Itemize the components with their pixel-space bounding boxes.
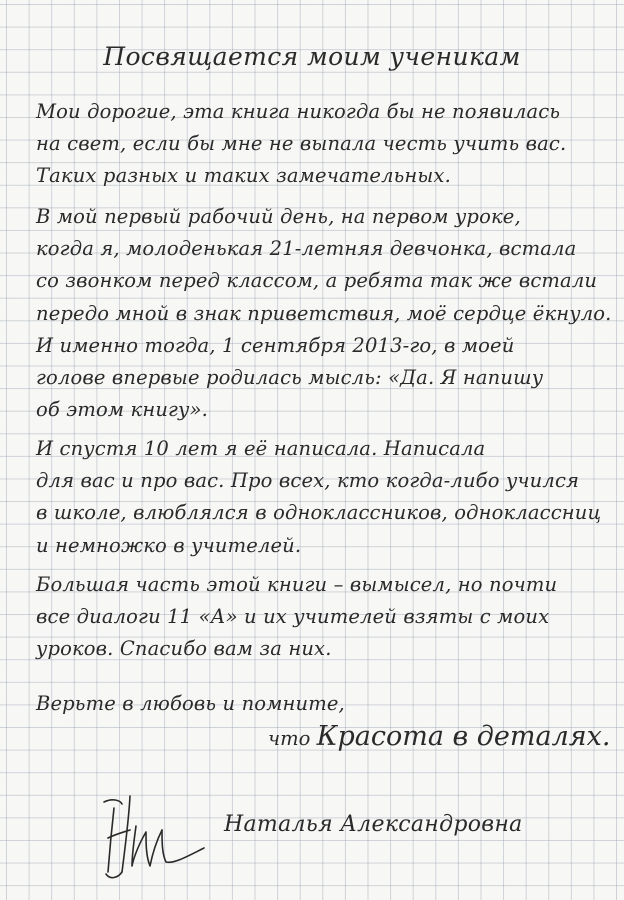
handwritten-signature: [96, 786, 216, 886]
paragraph-1: [36, 96, 596, 193]
paragraph-2: [36, 201, 612, 426]
text-line: все диалоги 11 «А» и их учителей взяты с моих: [36, 605, 550, 629]
text-line: в школе, влюблялся в одноклассников, одноклассниц: [36, 501, 602, 525]
text-line: Большая часть этой книги – вымысел, но почти: [36, 573, 558, 596]
text-line: об этом книгу».: [36, 398, 208, 422]
dedication-title: Посвящается моим ученикам: [103, 42, 521, 71]
author-name: Наталья Александровна: [224, 812, 523, 837]
text-line: со звонком перед классом, а ребята так же встали: [36, 269, 598, 293]
paragraph-4: [36, 569, 596, 666]
text-line: и немножко в учителей.: [36, 533, 302, 557]
text-line: Верьте в любовь и помните,: [36, 692, 345, 715]
text-line: для вас и про вас. Про всех, кто когда-либо учился: [36, 469, 580, 493]
text-line: когда я, молоденькая 21-летняя девчонка, встала: [36, 237, 577, 261]
text-line: И именно тогда, 1 сентября 2013-го, в моей: [36, 333, 515, 357]
text-line: уроков. Спасибо вам за них.: [36, 637, 332, 661]
text-line: Таких разных и таких замечательных.: [36, 164, 451, 188]
text-line: на свет, если бы мне не выпала честь учить вас.: [36, 132, 567, 156]
closing-line-2: [268, 721, 610, 752]
text-line: Мои дорогие, эта книга никогда бы не появилась: [36, 100, 561, 123]
closing-prefix: что: [268, 727, 317, 750]
closing-emphasis: Красота в деталях.: [316, 721, 611, 752]
paragraph-3: [36, 433, 602, 562]
text-line: голове впервые родилась мысль: «Да. Я напишу: [36, 366, 544, 390]
closing-line-1: [36, 688, 596, 720]
text-line: И спустя 10 лет я её написала. Написала: [36, 437, 486, 460]
text-line: В мой первый рабочий день, на первом уроке,: [36, 205, 521, 228]
text-line: передо мной в знак приветствия, моё сердце ёкнуло.: [36, 301, 612, 325]
